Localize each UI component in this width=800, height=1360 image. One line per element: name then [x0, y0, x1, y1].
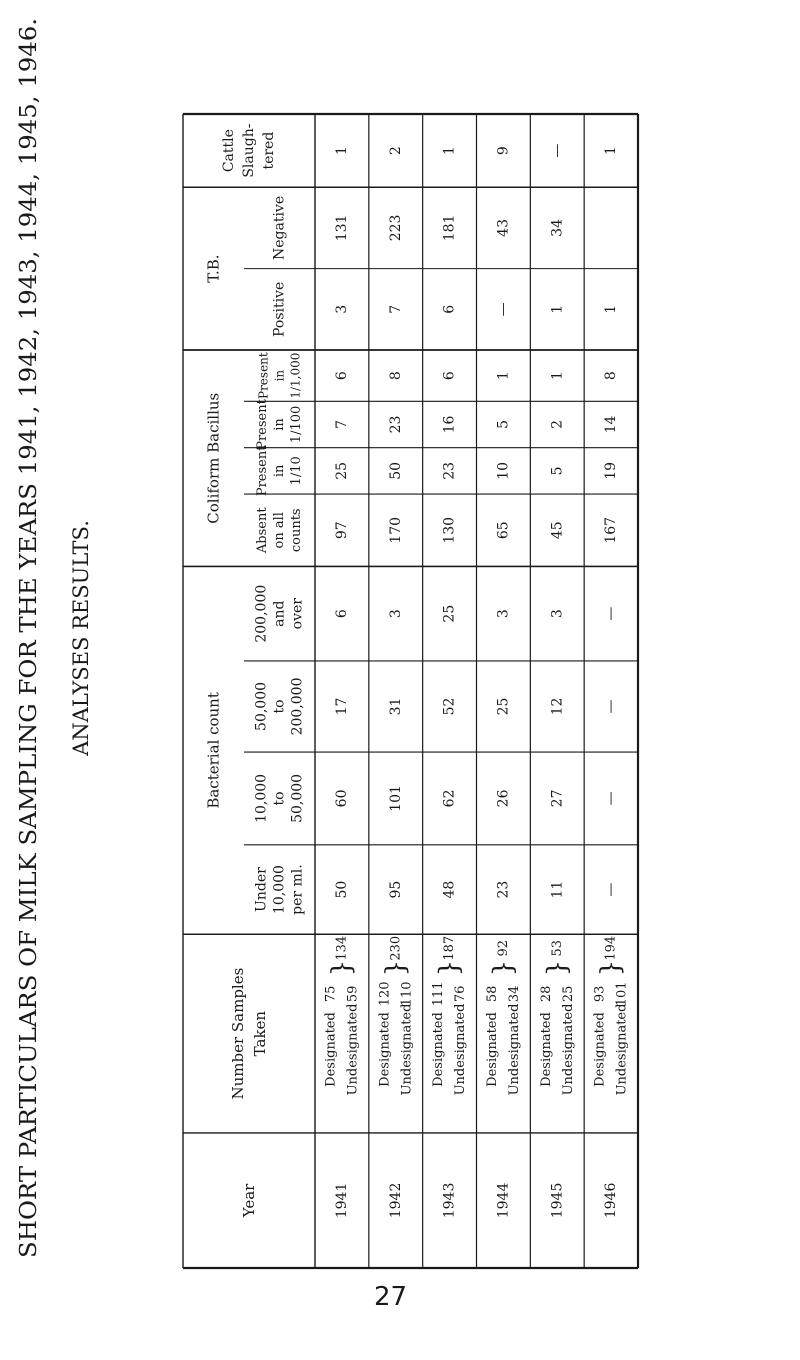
cell-under-10000: 23 — [495, 880, 512, 899]
cell-tb-positive: 7 — [387, 304, 404, 314]
cell-tb-negative: 131 — [333, 214, 350, 242]
cell-total-samples: 53 — [549, 939, 565, 957]
cell-undesignated-count: 59 — [345, 985, 361, 1003]
cell-tb-negative: 223 — [387, 214, 404, 242]
cell-year: 1946 — [603, 1182, 620, 1219]
cell-present-1-1000: 8 — [603, 371, 620, 381]
page-subtitle: ANALYSES RESULTS. — [69, 520, 93, 756]
brace-icon: } — [596, 959, 627, 977]
cell-cattle-slaughtered: 1 — [441, 146, 458, 156]
cell-year: 1943 — [441, 1182, 458, 1219]
cell-under-10000: 11 — [549, 880, 566, 899]
cell-undesignated-label: Undesignated — [560, 1003, 576, 1096]
cell-total-samples: 187 — [442, 935, 458, 961]
header-coliform-bacillus: Coliform Bacillus — [204, 392, 223, 524]
cell-designated-count: 120 — [377, 981, 393, 1007]
header-10000-50000: 10,000 — [253, 773, 270, 823]
cell-tb-negative: 34 — [549, 219, 566, 237]
header-tb: T.B. — [204, 254, 223, 283]
cell-present-1-100: 23 — [387, 415, 404, 434]
cell-present-1-10: 5 — [549, 466, 566, 476]
header-10000-50000: 50,000 — [289, 773, 306, 823]
cell-tb-negative: 43 — [495, 219, 512, 237]
header-present-1-10: in — [272, 464, 287, 478]
cell-under-10000: — — [603, 882, 620, 897]
header-cattle-slaughtered: tered — [261, 131, 277, 170]
header-cattle-slaughtered: Slaugh- — [241, 123, 257, 178]
cell-designated-label: Designated — [484, 1012, 500, 1087]
header-present-1-100: Present — [255, 399, 270, 450]
cell-10000-50000: 62 — [441, 789, 458, 808]
cell-year: 1942 — [387, 1182, 404, 1219]
cell-cattle-slaughtered: — — [549, 143, 566, 158]
cell-present-1-10: 19 — [603, 461, 620, 480]
header-year: Year — [240, 1183, 258, 1218]
cell-designated-count: 93 — [592, 985, 608, 1003]
cell-present-1-1000: 6 — [441, 371, 458, 381]
cell-designated-count: 111 — [431, 981, 447, 1007]
cell-absent: 170 — [387, 516, 404, 544]
cell-50000-200000: 17 — [333, 697, 350, 716]
cell-present-1-100: 16 — [441, 415, 458, 434]
header-50000-200000: 50,000 — [253, 681, 270, 731]
cell-present-1-1000: 1 — [549, 371, 566, 381]
cell-present-1-1000: 1 — [495, 371, 512, 381]
cell-absent: 45 — [549, 521, 566, 540]
header-under-10000: 10,000 — [271, 865, 288, 915]
cell-tb-negative: 181 — [441, 214, 458, 242]
header-200000-over: and — [271, 600, 288, 627]
header-absent: counts — [289, 508, 304, 553]
results-table — [180, 112, 640, 1272]
cell-tb-positive: — — [495, 302, 512, 317]
cell-200000-over: 3 — [549, 609, 566, 619]
cell-total-samples: 230 — [388, 935, 404, 961]
cell-absent: 167 — [603, 516, 620, 544]
header-present-1-1000: 1/1,000 — [288, 352, 303, 399]
cell-absent: 65 — [495, 521, 512, 540]
cell-undesignated-label: Undesignated — [345, 1003, 361, 1096]
rotated-title — [2, 8, 102, 1268]
cell-10000-50000: 27 — [549, 789, 566, 808]
cell-undesignated-label: Undesignated — [506, 1003, 522, 1096]
page-title: SHORT PARTICULARS OF MILK SAMPLING FOR THE YEARS 1941, 1942, 1943, 1944, 1945, 1946. — [16, 87, 42, 1258]
brace-icon: } — [542, 959, 573, 977]
cell-designated-count: 58 — [484, 985, 500, 1003]
cell-present-1-100: 7 — [333, 420, 350, 429]
header-present-1-1000: Present — [256, 352, 271, 400]
header-negative: Negative — [271, 195, 288, 261]
cell-tb-positive: 6 — [441, 304, 458, 314]
header-cattle-slaughtered: Cattle — [221, 129, 237, 173]
header-absent: on all — [272, 512, 287, 549]
cell-under-10000: 95 — [387, 880, 404, 899]
cell-designated-label: Designated — [431, 1012, 447, 1087]
cell-designated-label: Designated — [592, 1012, 608, 1087]
cell-year: 1945 — [549, 1182, 566, 1219]
cell-present-1-10: 23 — [441, 461, 458, 480]
cell-present-1-1000: 6 — [333, 371, 350, 381]
cell-50000-200000: 12 — [549, 697, 566, 716]
header-present-1-10: Present — [255, 445, 270, 497]
cell-year: 1944 — [495, 1182, 512, 1219]
cell-present-1-10: 25 — [333, 461, 350, 480]
cell-undesignated-count: 76 — [453, 985, 469, 1003]
header-50000-200000: 200,000 — [289, 677, 306, 736]
cell-year: 1941 — [333, 1182, 350, 1219]
cell-tb-positive: 3 — [333, 304, 350, 314]
cell-total-samples: 134 — [334, 935, 350, 961]
cell-designated-label: Designated — [538, 1012, 554, 1087]
cell-designated-label: Designated — [323, 1012, 339, 1087]
header-bacterial-count: Bacterial count — [204, 692, 223, 809]
header-number-samples: Number Samples — [229, 967, 247, 1100]
header-present-1-100: 1/100 — [289, 405, 304, 444]
cell-undesignated-count: 25 — [560, 985, 576, 1003]
cell-200000-over: 3 — [495, 609, 512, 619]
cell-200000-over: 25 — [441, 604, 458, 623]
cell-undesignated-count: 110 — [399, 981, 415, 1007]
header-under-10000: Under — [253, 867, 270, 912]
results-table-svg — [180, 112, 640, 1272]
cell-50000-200000: 25 — [495, 697, 512, 716]
cell-undesignated-label: Undesignated — [453, 1003, 469, 1096]
cell-tb-positive: 1 — [603, 304, 620, 314]
cell-present-1-1000: 8 — [387, 371, 404, 381]
cell-50000-200000: 52 — [441, 697, 458, 716]
cell-under-10000: 50 — [333, 880, 350, 899]
cell-under-10000: 48 — [441, 880, 458, 899]
cell-cattle-slaughtered: 2 — [387, 146, 404, 156]
header-absent: Absent — [255, 507, 270, 554]
header-200000-over: over — [289, 598, 306, 630]
header-present-1-10: 1/10 — [289, 456, 304, 486]
header-present-1-1000: in — [272, 369, 287, 382]
header-10000-50000: to — [271, 791, 288, 806]
cell-50000-200000: — — [603, 699, 620, 714]
cell-10000-50000: 26 — [495, 789, 512, 808]
cell-undesignated-count: 34 — [506, 985, 522, 1003]
cell-total-samples: 92 — [495, 939, 511, 957]
cell-cattle-slaughtered: 1 — [333, 146, 350, 156]
cell-10000-50000: 60 — [333, 789, 350, 808]
cell-absent: 130 — [441, 516, 458, 544]
cell-10000-50000: 101 — [387, 785, 404, 812]
header-present-1-100: in — [272, 418, 287, 431]
cell-200000-over: 3 — [387, 609, 404, 619]
cell-designated-count: 28 — [538, 985, 554, 1003]
brace-icon: } — [488, 959, 519, 977]
cell-undesignated-count: 101 — [614, 981, 630, 1007]
brace-icon: } — [326, 959, 357, 977]
cell-present-1-10: 10 — [495, 461, 512, 480]
cell-undesignated-label: Undesignated — [399, 1003, 415, 1096]
cell-present-1-100: 14 — [603, 415, 620, 434]
cell-200000-over: — — [603, 606, 620, 621]
cell-total-samples: 194 — [603, 935, 619, 961]
cell-10000-50000: — — [603, 791, 620, 806]
cell-cattle-slaughtered: 1 — [603, 146, 620, 156]
cell-absent: 97 — [333, 521, 350, 540]
cell-present-1-100: 5 — [495, 420, 512, 429]
header-positive: Positive — [271, 281, 288, 337]
header-50000-200000: to — [271, 699, 288, 714]
cell-cattle-slaughtered: 9 — [495, 146, 512, 156]
cell-undesignated-label: Undesignated — [614, 1003, 630, 1096]
brace-icon: } — [380, 959, 411, 977]
header-200000-over: 200,000 — [253, 584, 270, 643]
header-number-samples: Taken — [251, 1010, 269, 1057]
cell-tb-positive: 1 — [549, 304, 566, 314]
brace-icon: } — [434, 959, 465, 977]
cell-50000-200000: 31 — [387, 697, 404, 716]
page-title-block — [2, 8, 102, 1268]
page-number: 27 — [374, 1282, 408, 1312]
cell-present-1-100: 2 — [549, 420, 566, 429]
cell-200000-over: 6 — [333, 609, 350, 619]
header-under-10000: per ml. — [289, 864, 306, 915]
cell-present-1-10: 50 — [387, 461, 404, 480]
cell-designated-label: Designated — [377, 1012, 393, 1087]
cell-designated-count: 75 — [323, 985, 339, 1003]
